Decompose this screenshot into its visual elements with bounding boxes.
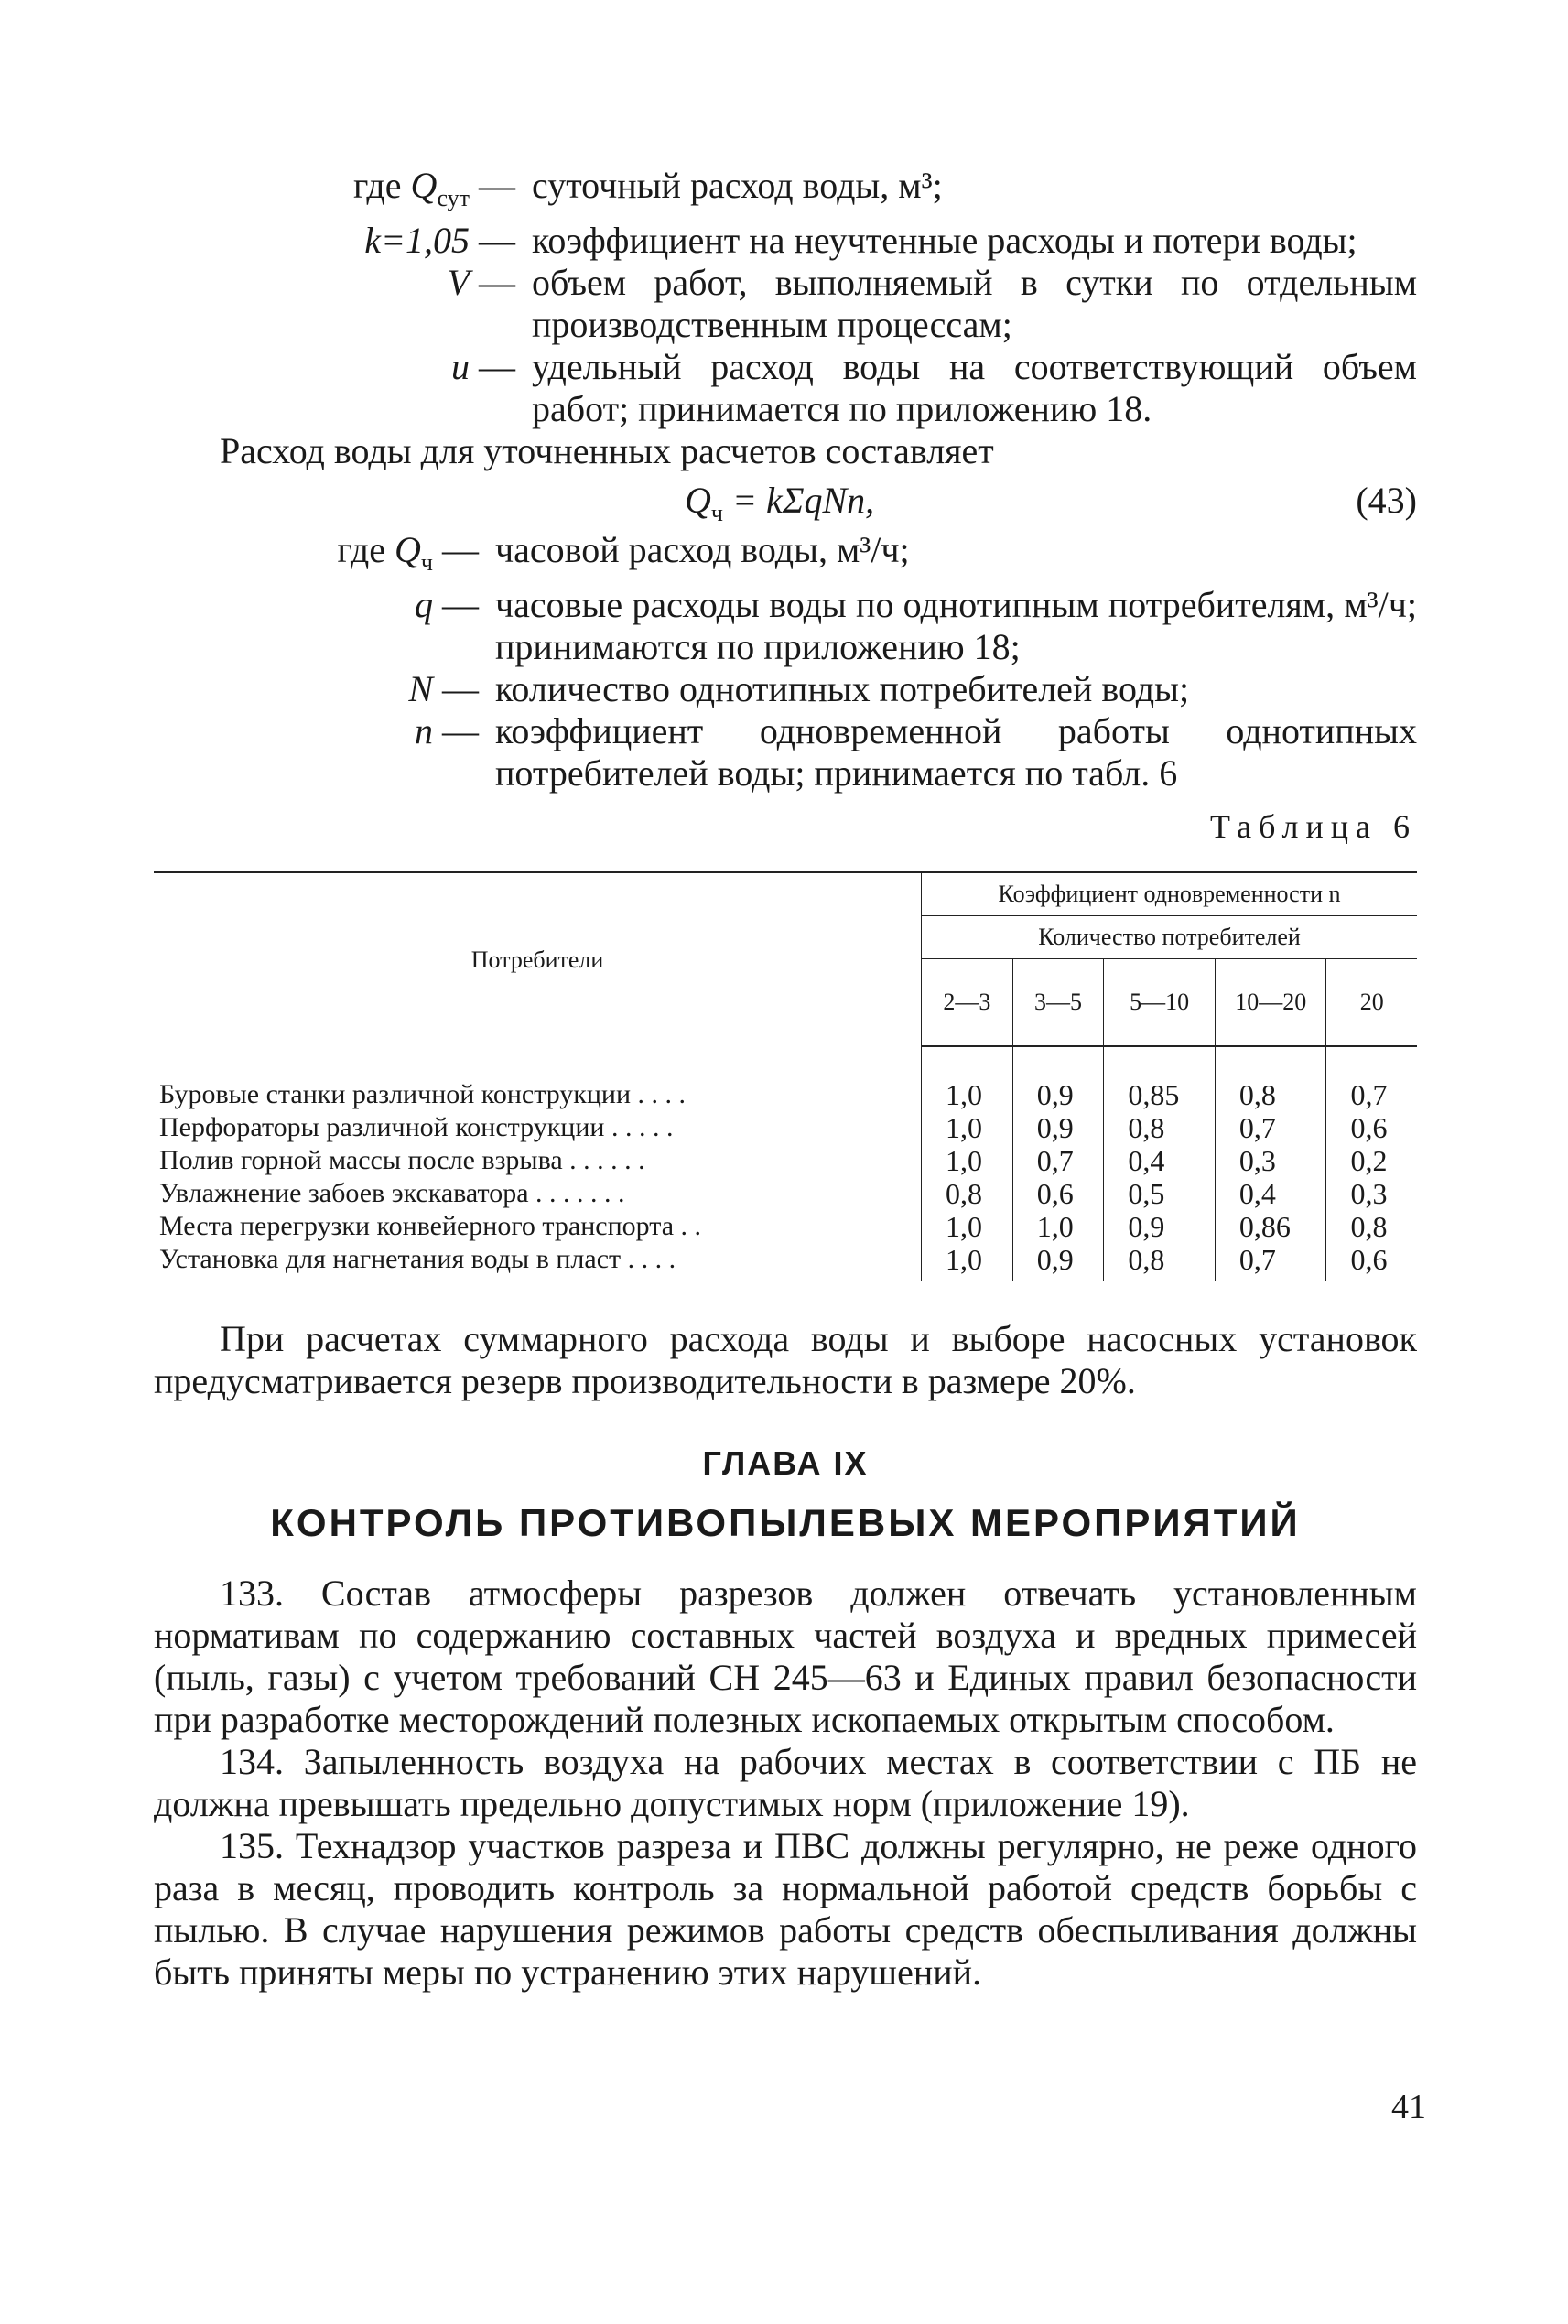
definition-symbol: где $Q_{сут}$ — [353,165,515,211]
coefficient-table [154,871,1417,1281]
table-cell: 0,85 [1104,1046,1216,1111]
chapter-label: ГЛАВА IX [702,1444,869,1482]
definition-row [154,220,1417,262]
table-cell: 0,5 [1104,1177,1216,1210]
table-cell: 0,8 [1104,1243,1216,1281]
table-cell: 0,7 [1350,1078,1388,1111]
table-row [154,1177,1417,1210]
table-cell: 0,9 [1012,1046,1104,1111]
definition-symbol: u — [451,346,515,387]
consumer-name: Увлажнение забоев экскаватора . . . . . . . [154,1177,922,1210]
definition-row [154,262,1417,346]
table-cell: 0,6 [1350,1111,1388,1144]
formula-43 [154,472,1417,529]
definition-row [154,668,1417,710]
consumer-name: Установка для нагнетания воды в пласт . . . . [154,1243,922,1281]
header-coefficient: Коэффициент одновременности n [922,872,1418,916]
table-cell: 0,9 [1012,1111,1104,1144]
table-cell: 0,6 [1012,1177,1104,1210]
definitions-list-hourly [154,529,1417,794]
table-row [154,1210,1417,1243]
consumer-name: Перфораторы различной конструкции . . . . . [154,1111,922,1144]
table-cell: 1,0 [922,1210,1013,1243]
chapter-title: КОНТРОЛЬ ПРОТИВОПЫЛЕВЫХ МЕРОПРИЯТИЙ [270,1501,1301,1544]
page-content [154,165,1417,1994]
table-cell: 0,7 [1215,1243,1326,1281]
definition-row [154,710,1417,794]
column-header: 5—10 [1104,959,1216,1047]
table-cell: 1,0 [922,1144,1013,1177]
table-cell: 0,3 [1215,1144,1326,1177]
table-row [154,1144,1417,1177]
column-header: 20 [1326,959,1417,1047]
table-row [154,1243,1417,1281]
table-cell: 0,9 [1012,1243,1104,1281]
table-cell: 0,4 [1215,1177,1326,1210]
page-number: 41 [1391,2088,1426,2126]
definition-symbol: V — [447,262,515,303]
refined-calculation-intro: Расход воды для уточненных расчетов составляет [220,430,994,471]
definitions-list-daily [154,165,1417,430]
header-consumer-count: Количество потребителей [922,916,1418,959]
column-header: 3—5 [1012,959,1104,1047]
table-cell: 0,8 [1104,1111,1216,1144]
column-header: 10—20 [1215,959,1326,1047]
table-row [154,1046,1417,1111]
table-cell: 0,86 [1215,1210,1326,1243]
definition-row [154,346,1417,430]
definition-symbol: n — [415,710,479,751]
definition-symbol: k=1,05 — [364,220,515,261]
table-cell: 0,7 [1012,1144,1104,1177]
table-row [154,1111,1417,1144]
consumer-name: Места перегрузки конвейерного транспорта . . [154,1210,922,1243]
paragraph-134: 134. Запыленность воздуха на рабочих местах в соответствии с ПБ не должна превышать предельно допустимых норм (приложение 19). [154,1741,1417,1824]
table-cell: 0,8 [922,1177,1013,1210]
definition-symbol: N — [408,668,479,709]
definition-text: часовой расход воды, м³/ч; [495,529,910,570]
table-cell: 1,0 [922,1111,1013,1144]
table-cell: 0,2 [1350,1144,1388,1177]
column-header: 2—3 [922,959,1013,1047]
definition-row [154,165,1417,220]
table-cell: 1,0 [922,1046,1013,1111]
table-cell: 1,0 [1012,1210,1104,1243]
definition-text: часовые расходы воды по однотипным потребителям, м³/ч; принимаются по приложению 18; [495,584,1417,667]
definition-text: удельный расход воды на соответствующий объем работ; принимается по приложению 18. [532,346,1417,429]
reserve-paragraph: При расчетах суммарного расхода воды и выборе насосных установок предусматривается резерв производительности в размере 20%. [154,1318,1417,1401]
table-caption: Таблица 6 [1210,808,1417,845]
table-cell: 0,4 [1104,1144,1216,1177]
definition-symbol: где $Q_ч$ — [337,529,479,576]
table-cell: 0,9 [1104,1210,1216,1243]
table-cell: 0,3 [1350,1177,1388,1210]
table-cell: 0,8 [1215,1046,1326,1111]
definition-row [154,584,1417,668]
definition-text: объем работ, выполняемый в сутки по отдельным производственным процессам; [532,262,1417,345]
paragraph-135: 135. Технадзор участков разреза и ПВС должны регулярно, не реже одного раза в месяц, проводить контроль за нормальной работой средств борьбы с пылью. В случае нарушения режимов работы средств обеспыливания должны быть приняты меры по устранению этих нарушений. [154,1825,1417,1993]
formula-expression: $Q_ч = k\Sigma qNn$, [685,480,875,526]
equation-number: (43) [1356,480,1417,521]
header-consumers: Потребители [154,872,922,1046]
table-cell: 0,7 [1215,1111,1326,1144]
where-word: где [353,165,402,206]
definition-symbol: q — [415,584,479,625]
definition-text: коэффициент на неучтенные расходы и потери воды; [532,220,1357,261]
table-cell: 0,8 [1350,1210,1388,1243]
paragraph-133: 133. Состав атмосферы разрезов должен отвечать установленным нормативам по содержанию составных частей воздуха и вредных примесей (пыль, газы) с учетом требований СН 245—63 и Единых правил безопасности при разработке месторождений полезных ископаемых открытым способом. [154,1573,1417,1740]
consumer-name: Полив горной массы после взрыва . . . . . . [154,1144,922,1177]
consumer-name: Буровые станки различной конструкции . . . . [154,1046,922,1111]
table-cell: 1,0 [922,1243,1013,1281]
table-cell: 0,6 [1350,1243,1388,1276]
definition-text: коэффициент одновременной работы однотипных потребителей воды; принимается по табл. 6 [495,710,1417,794]
definition-text: количество однотипных потребителей воды; [495,668,1190,709]
definition-text: суточный расход воды, м³; [532,165,943,206]
